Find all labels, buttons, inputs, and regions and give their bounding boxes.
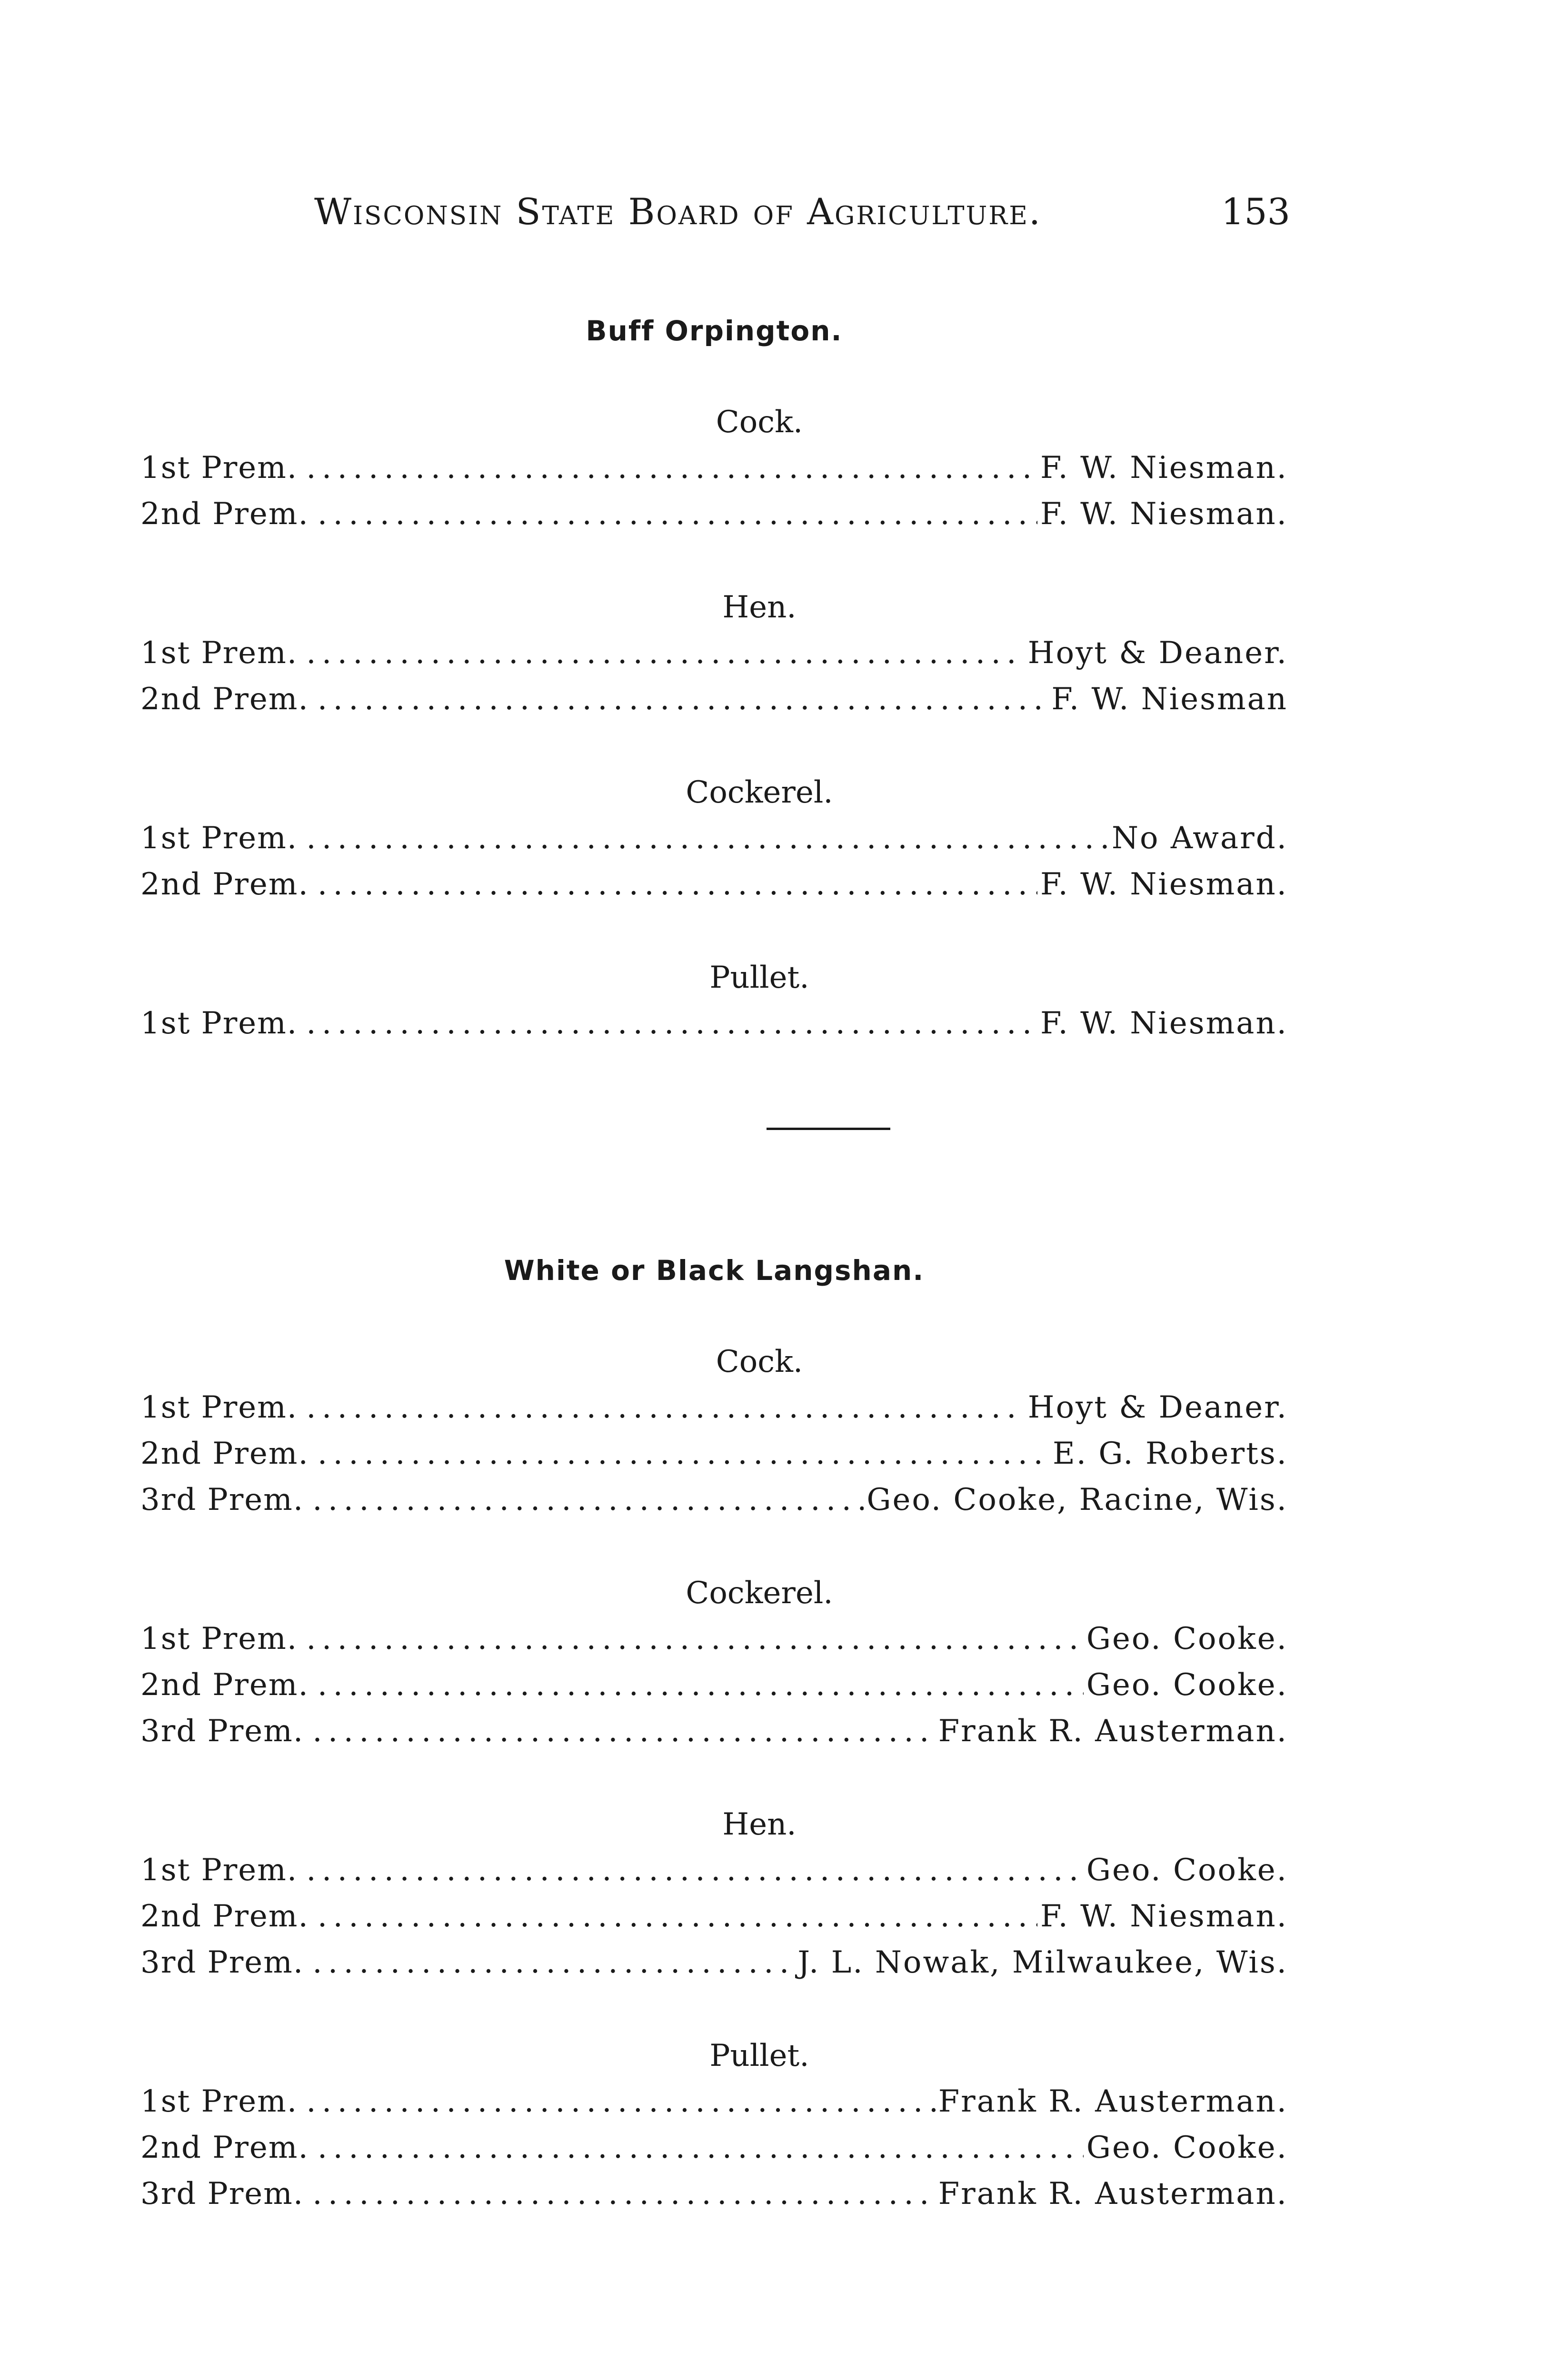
award-entry xyxy=(140,2171,1288,2217)
page-header xyxy=(314,190,1290,252)
section-divider xyxy=(767,1128,890,1130)
premium-place: 1st Prem. xyxy=(140,450,298,486)
winner-name: F. W. Niesman. xyxy=(1040,450,1288,486)
dot-leader xyxy=(312,2171,936,2217)
award-entry xyxy=(140,815,1288,862)
winner-name: Frank R. Austerman. xyxy=(938,2176,1288,2211)
winner-name: Geo. Cooke. xyxy=(1086,1667,1288,1703)
award-entry xyxy=(140,2079,1288,2125)
award-entry xyxy=(140,491,1288,537)
premium-place: 3rd Prem. xyxy=(140,2176,304,2211)
premium-place: 2nd Prem. xyxy=(140,496,309,532)
section-langshan xyxy=(140,1249,1288,2217)
category-pullet xyxy=(140,2033,1288,2217)
category-title: Hen. xyxy=(722,1807,797,1842)
category-pullet xyxy=(140,955,1288,1047)
dot-leader xyxy=(306,445,1037,491)
category-cockerel xyxy=(140,1571,1288,1755)
premium-place: 2nd Prem. xyxy=(140,1667,309,1703)
premium-place: 2nd Prem. xyxy=(140,1899,309,1934)
section-buff-orpington xyxy=(140,309,1288,1047)
award-entry xyxy=(140,1001,1288,1047)
winner-name: Hoyt & Deaner. xyxy=(1027,1390,1288,1425)
dot-leader xyxy=(318,1894,1037,1940)
premium-place: 1st Prem. xyxy=(140,821,298,856)
award-entry xyxy=(140,1847,1288,1894)
winner-name: F. W. Niesman. xyxy=(1040,1006,1288,1041)
winner-name: F. W. Niesman. xyxy=(1040,867,1288,902)
winner-name: Hoyt & Deaner. xyxy=(1027,635,1288,671)
award-entry xyxy=(140,1385,1288,1431)
dot-leader xyxy=(318,676,1049,723)
award-entry xyxy=(140,1940,1288,1986)
category-cockerel xyxy=(140,770,1288,908)
premium-place: 2nd Prem. xyxy=(140,1436,309,1471)
award-entry xyxy=(140,2125,1288,2171)
winner-name: Geo. Cooke, Racine, Wis. xyxy=(867,1482,1288,1517)
premium-place: 1st Prem. xyxy=(140,2084,298,2119)
winner-name: Frank R. Austerman. xyxy=(938,2084,1288,2119)
category-title: Cock. xyxy=(716,1344,803,1379)
premium-place: 2nd Prem. xyxy=(140,682,309,717)
dot-leader xyxy=(306,815,1109,862)
award-entry xyxy=(140,1431,1288,1477)
award-entry xyxy=(140,676,1288,723)
page-number: 153 xyxy=(1221,190,1290,233)
premium-place: 2nd Prem. xyxy=(140,867,309,902)
category-title: Cock. xyxy=(716,405,803,440)
award-entry xyxy=(140,445,1288,491)
winner-name: Geo. Cooke. xyxy=(1086,1853,1288,1888)
category-cock xyxy=(140,1339,1288,1523)
premium-place: 2nd Prem. xyxy=(140,2130,309,2165)
dot-leader xyxy=(306,1001,1037,1047)
winner-name: E. G. Roberts. xyxy=(1053,1436,1288,1471)
award-entry xyxy=(140,630,1288,676)
category-hen xyxy=(140,585,1288,723)
winner-name: J. L. Nowak, Milwaukee, Wis. xyxy=(797,1945,1288,1980)
dot-leader xyxy=(318,1431,1050,1477)
dot-leader xyxy=(306,1616,1084,1662)
category-title: Hen. xyxy=(722,590,797,625)
dot-leader xyxy=(312,1477,864,1523)
section-title: White or Black Langshan. xyxy=(504,1254,925,1287)
category-title: Pullet. xyxy=(709,2038,809,2073)
winner-name: Geo. Cooke. xyxy=(1086,2130,1288,2165)
category-title: Pullet. xyxy=(709,960,809,995)
premium-place: 1st Prem. xyxy=(140,1006,298,1041)
category-title: Cockerel. xyxy=(686,1576,833,1611)
category-cock xyxy=(140,400,1288,537)
award-entry xyxy=(140,862,1288,908)
award-entry xyxy=(140,1616,1288,1662)
award-entry xyxy=(140,1894,1288,1940)
section-title: Buff Orpington. xyxy=(586,315,843,347)
dot-leader xyxy=(318,862,1037,908)
dot-leader xyxy=(318,1662,1084,1708)
category-title: Cockerel. xyxy=(686,775,833,810)
premium-place: 3rd Prem. xyxy=(140,1714,304,1749)
premium-place: 1st Prem. xyxy=(140,1621,298,1656)
dot-leader xyxy=(306,2079,936,2125)
dot-leader xyxy=(312,1940,795,1986)
dot-leader xyxy=(318,491,1037,537)
dot-leader xyxy=(306,630,1025,676)
winner-name: F. W. Niesman. xyxy=(1040,1899,1288,1934)
premium-place: 1st Prem. xyxy=(140,1853,298,1888)
dot-leader xyxy=(318,2125,1084,2171)
premium-place: 3rd Prem. xyxy=(140,1945,304,1980)
dot-leader xyxy=(306,1847,1084,1894)
running-title: Wisconsin State Board of Agriculture. xyxy=(314,190,1042,233)
winner-name: No Award. xyxy=(1111,821,1288,856)
premium-place: 1st Prem. xyxy=(140,1390,298,1425)
premium-place: 3rd Prem. xyxy=(140,1482,304,1517)
category-hen xyxy=(140,1802,1288,1986)
premium-place: 1st Prem. xyxy=(140,635,298,671)
winner-name: F. W. Niesman xyxy=(1051,682,1288,717)
award-entry xyxy=(140,1662,1288,1708)
award-entry xyxy=(140,1477,1288,1523)
winner-name: F. W. Niesman. xyxy=(1040,496,1288,532)
winner-name: Geo. Cooke. xyxy=(1086,1621,1288,1656)
winner-name: Frank R. Austerman. xyxy=(938,1714,1288,1749)
dot-leader xyxy=(306,1385,1025,1431)
award-entry xyxy=(140,1708,1288,1755)
page-content xyxy=(140,309,1288,2265)
dot-leader xyxy=(312,1708,936,1755)
